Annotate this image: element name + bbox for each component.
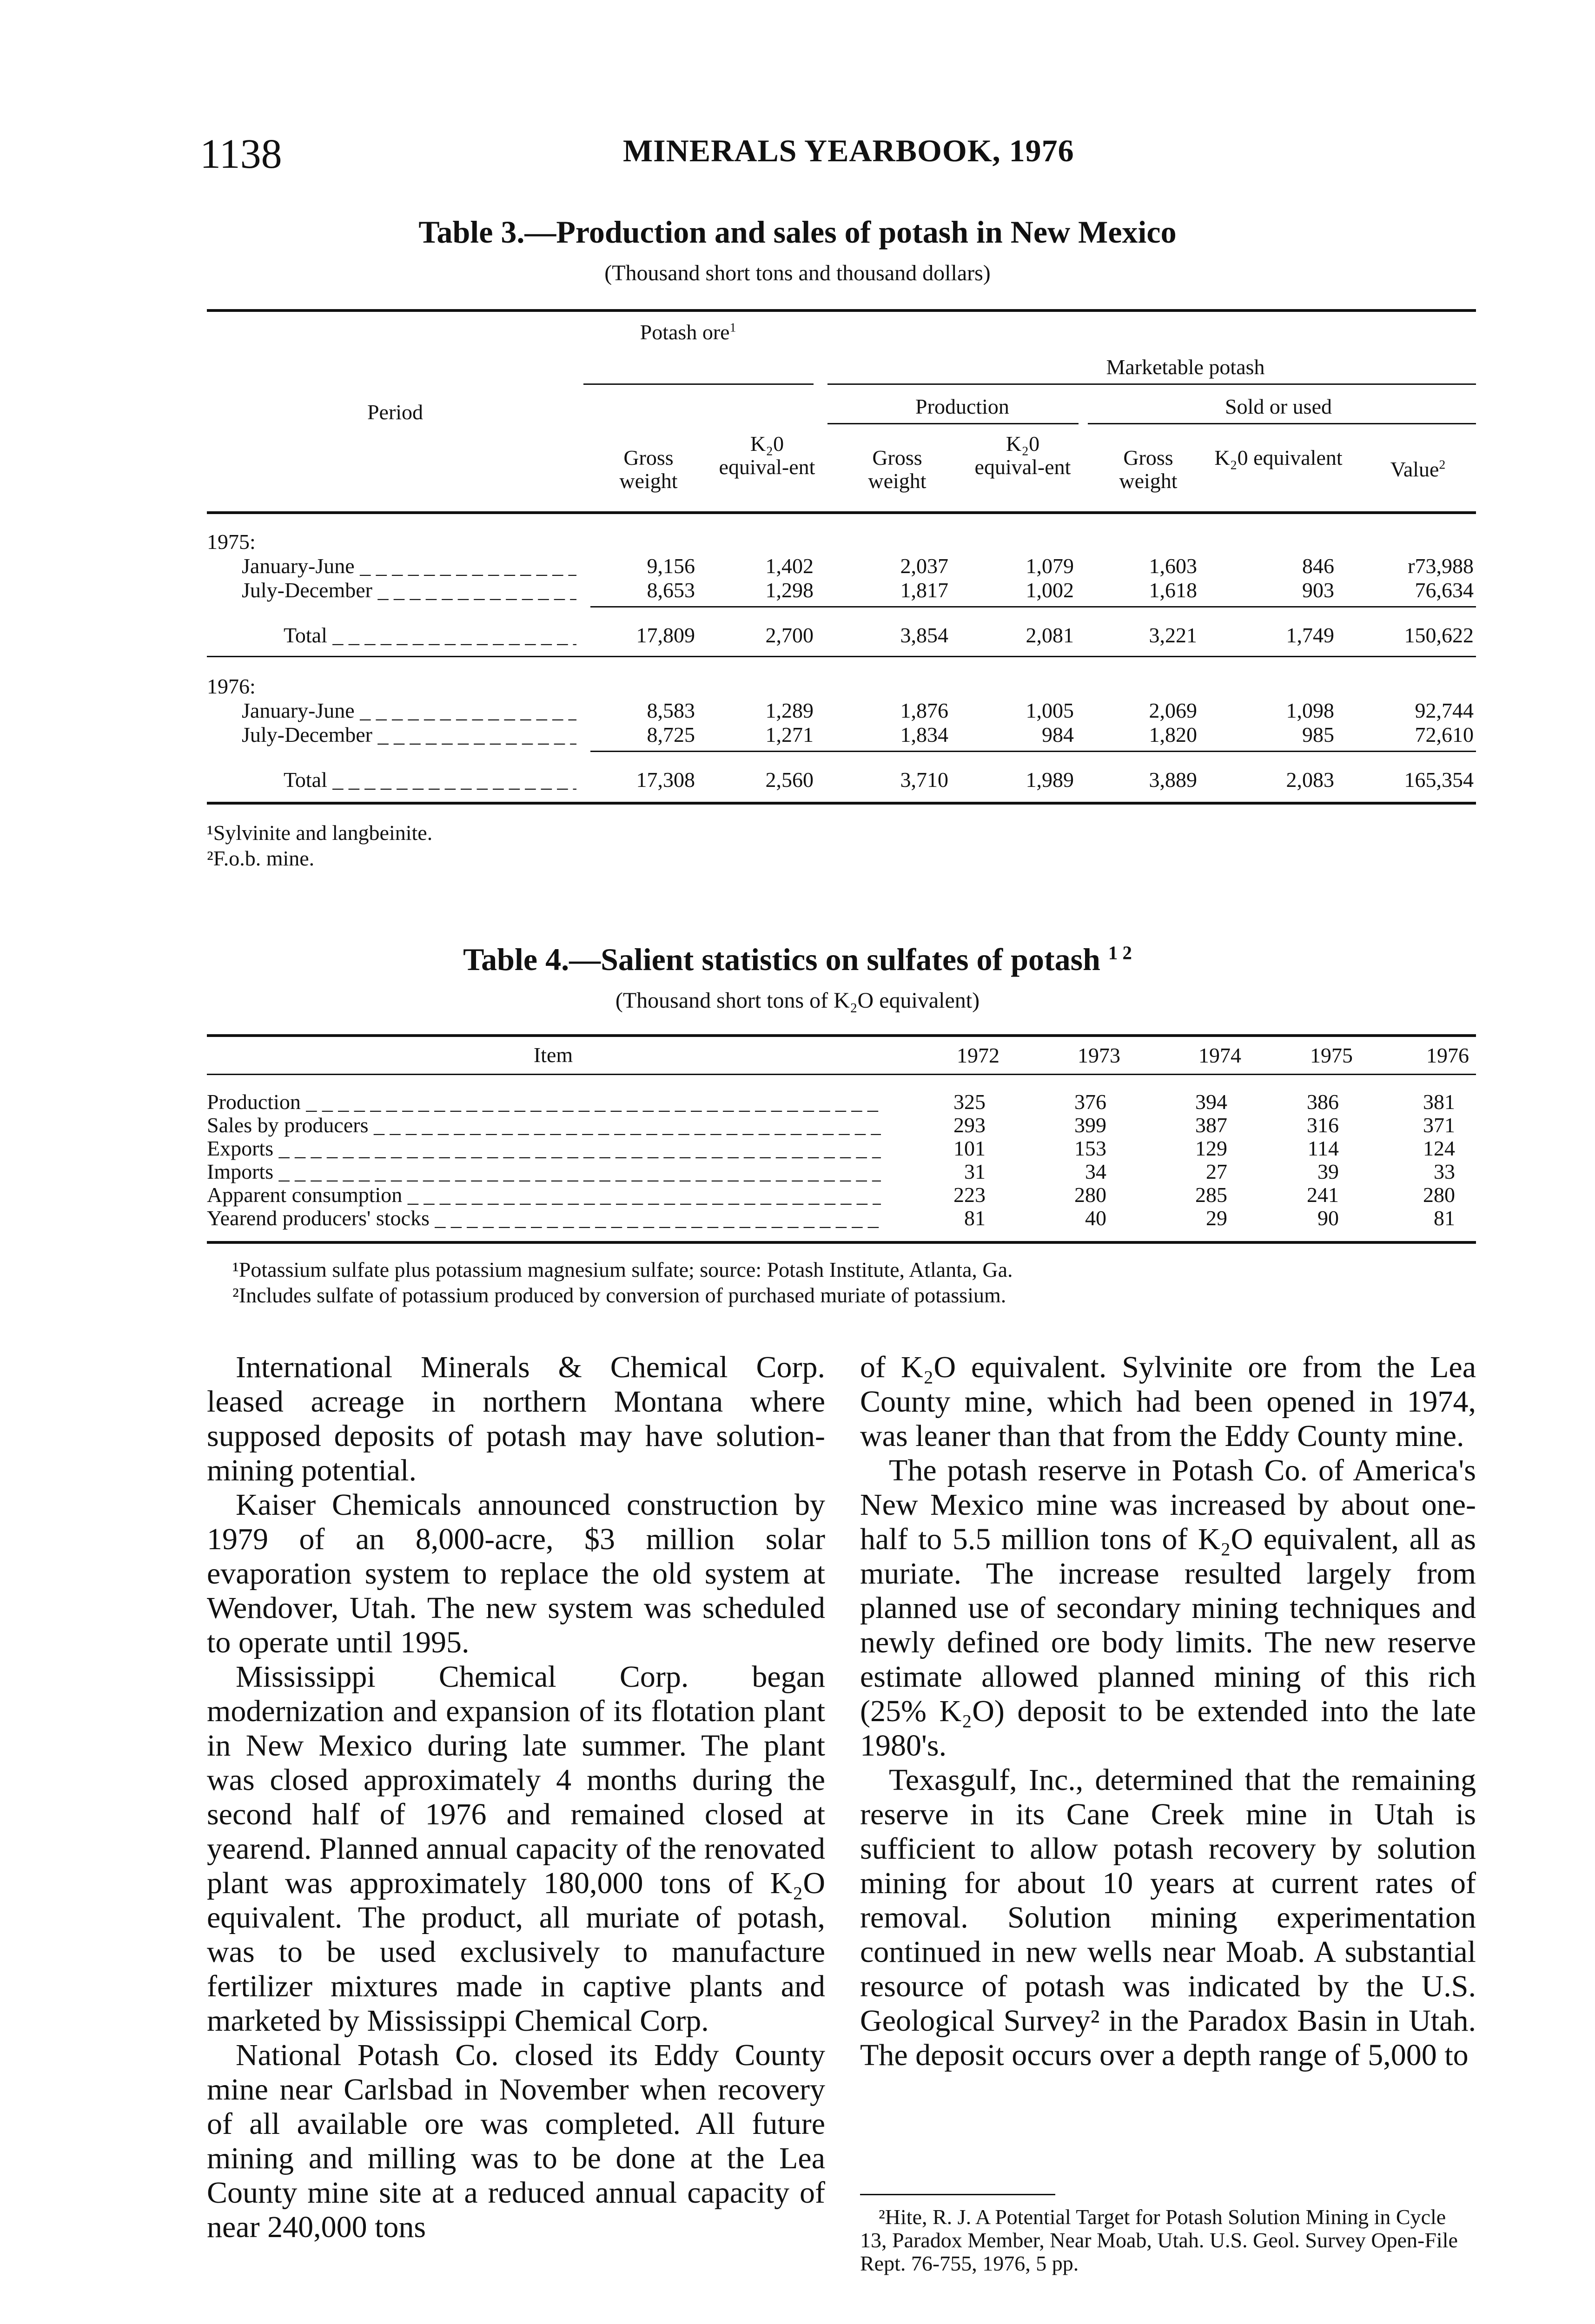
t3-row-label [242,723,576,747]
t4-cell: 293 [953,1113,986,1137]
t3-cell: 9,156 [647,554,695,578]
t3-cell: 985 [1302,723,1334,746]
t3-rule-ore [583,383,814,385]
t4-row-label-text: Sales by producers [207,1113,369,1137]
t3-total-cell: 17,308 [636,768,695,792]
t3-hdr-k2o-prod: K₂0 equival-ent [974,432,1071,479]
body-right-column [860,1350,1476,2073]
t3-total-cell: 2,083 [1286,768,1334,792]
t4-row-label [207,1113,881,1137]
t3-footnote-2: ²F.o.b. mine. [207,846,315,870]
t3-hdr-marketable: Marketable potash [1106,355,1265,379]
t4-cell: 40 [1085,1206,1106,1230]
t3-hdr-sold: Sold or used [1225,395,1332,418]
body-left-para-4: National Potash Co. closed its Eddy County mine near Carlsbad in November when recovery of all available ore was completed. All future mining and milling was to be done at the Lea County mine site at a reduced annual capacity of near 240,000 tons [207,2038,825,2244]
t4-cell: 241 [1307,1183,1339,1207]
t3-year-label: 1976: [207,674,256,698]
t4-row-label [207,1160,881,1184]
t3-total-cell: 165,354 [1404,768,1474,792]
t4-footnote-1: ¹Potassium sulfate plus potassium magnesium sulfate; source: Potash Institute, Atlanta, Ga. [232,1258,1013,1281]
t4-cell: 114 [1307,1136,1339,1160]
t3-hdr-value: Value$^2$ [1390,457,1446,481]
t3-total-cell: 1,989 [1026,768,1074,792]
t3-cell: 1,820 [1149,723,1197,746]
t4-row-label [207,1090,881,1114]
t4-cell: 31 [964,1160,986,1183]
t3-hdr-gross-ore: Gross weight [619,446,678,493]
t3-cell: 1,271 [765,723,814,746]
t4-cell: 371 [1423,1113,1455,1137]
t4-cell: 376 [1074,1090,1106,1114]
t3-total-label-text: Total [284,623,327,647]
t4-year-header: 1972 [957,1043,999,1067]
t3-cell: 8,725 [647,723,695,746]
body-right-para-1: of K₂O equivalent. Sylvinite ore from the Lea County mine, which had been opened in 1974, was leaner than that from the Eddy County mine. [860,1350,1476,1453]
t3-year-label: 1975: [207,530,256,554]
t4-cell: 325 [953,1090,986,1114]
t4-row-label-text: Apparent consumption [207,1183,403,1207]
t4-row-label-text: Yearend producers' stocks [207,1206,430,1230]
table3-title: Table 3.—Production and sales of potash in New Mexico [418,214,1177,250]
t3-cell: 8,583 [647,699,695,722]
t4-year-header: 1973 [1078,1043,1120,1067]
t4-year-header: 1975 [1310,1043,1353,1067]
t4-cell: 153 [1074,1136,1106,1160]
t3-hdr-period: Period [367,400,424,424]
t3-cell: 1,603 [1149,554,1197,578]
t4-cell: 129 [1195,1136,1227,1160]
body-left-para-1: International Minerals & Chemical Corp. leased acreage in northern Montana where supposed deposits of potash may have solution-mining potential. [207,1350,825,1487]
t4-hdr-item: Item [533,1043,573,1067]
t4-row-label [207,1206,881,1230]
t3-hdr-production: Production [915,395,1009,418]
table4-top-rule [207,1034,1476,1037]
t4-cell: 39 [1317,1160,1339,1183]
table4-subtitle: (Thousand short tons of K₂O equivalent) [615,988,980,1013]
body-left-column [207,1350,825,2245]
t3-group-rule [207,656,1476,657]
t3-rule-production [827,423,1079,424]
body-right-para-3: Texasgulf, Inc., determined that the remaining reserve in its Cane Creek mine in Utah is sufficient to allow potash recovery by solution mining for about 10 years at current rates of removal. Solution mining experimentation continued in new wells near Moab. A substantial resource of potash was indicated by the U.S. Geological Survey² in the Paradox Basin in Utah. The deposit occurs over a depth range of 5,000 to [860,1763,1476,2072]
t4-row-label [207,1183,881,1207]
t4-row-label-text: Exports [207,1136,274,1160]
t4-cell: 381 [1423,1090,1455,1114]
t3-hdr-k2o-ore: K₂0 equival-ent [719,432,815,479]
t3-cell: 1,834 [900,723,948,746]
t4-cell: 27 [1206,1160,1227,1183]
t3-row-label-text: January-June [242,699,355,722]
table4-bottom-rule [207,1241,1476,1244]
table4-header-rule [207,1074,1476,1075]
t3-row-label-text: July-December [242,723,372,746]
body-left-para-2: Kaiser Chemicals announced construction by 1979 of an 8,000-acre, $3 million solar evaporation system to replace the old system at Wendover, Utah. The new system was scheduled to operate until 1995. [207,1488,825,1659]
t3-total-cell: 2,081 [1026,623,1074,647]
t3-total-cell: 2,700 [765,623,814,647]
t3-subtotal-rule [590,751,1476,752]
table3-subtitle: (Thousand short tons and thousand dollars) [604,261,991,285]
body-footnote: ²Hite, R. J. A Potential Target for Potash Solution Mining in Cycle 13, Paradox Member, Near Moab, Utah. U.S. Geol. Survey Open-File Rept. 76-755, 1976, 5 pp. [860,2205,1458,2275]
t4-footnote-2: ²Includes sulfate of potassium produced by conversion of purchased muriate of potassium. [232,1283,1006,1307]
t4-cell: 81 [964,1206,986,1230]
t3-hdr-potash-ore: Potash ore$^1$ [640,320,736,344]
t4-cell: 124 [1423,1136,1455,1160]
t4-cell: 387 [1195,1113,1227,1137]
t3-total-cell: 3,710 [900,768,948,792]
t4-cell: 280 [1423,1183,1455,1207]
running-head: MINERALS YEARBOOK, 1976 [623,133,1074,168]
t3-cell: 92,744 [1415,699,1474,722]
t3-cell: 1,005 [1026,699,1074,722]
t3-cell: 1,817 [900,578,948,602]
t4-row-label-text: Production [207,1090,301,1114]
t3-cell: 76,634 [1415,578,1474,602]
table4-title: Table 4.—Salient statistics on sulfates of potash $^{1 2}$ [463,942,1132,977]
t3-total-cell: 150,622 [1404,623,1474,647]
t3-cell: 1,618 [1149,578,1197,602]
t3-row-label [242,699,576,723]
t3-total-label-text: Total [284,768,327,792]
t3-cell: 1,876 [900,699,948,722]
t4-cell: 394 [1195,1090,1227,1114]
t3-total-cell: 3,221 [1149,623,1197,647]
t3-cell: 1,002 [1026,578,1074,602]
t3-subtotal-rule [590,606,1476,607]
t4-cell: 33 [1434,1160,1455,1183]
t4-year-header: 1974 [1198,1043,1241,1067]
t4-cell: 280 [1074,1183,1106,1207]
t3-cell: r73,988 [1408,554,1474,578]
page-number: 1138 [200,131,282,177]
t3-rule-marketable [827,383,1476,385]
t3-hdr-k2o-sold: K₂0 equivalent [1214,446,1343,469]
table3-top-rule [207,309,1476,312]
t3-total-cell: 2,560 [765,768,814,792]
t3-cell: 2,069 [1149,699,1197,722]
t3-cell: 72,610 [1415,723,1474,746]
body-right-para-2: The potash reserve in Potash Co. of America's New Mexico mine was increased by about one-half to 5.5 million tons of K₂O equivalent, all as muriate. The increase resulted largely from planned use of secondary mining techniques and newly defined ore body limits. The new reserve estimate allowed planned mining of this rich (25% K₂O) deposit to be extended into the late 1980's. [860,1453,1476,1763]
t3-row-label [242,554,576,578]
t4-cell: 101 [953,1136,986,1160]
t4-cell: 223 [953,1183,986,1207]
t3-cell: 1,298 [765,578,814,602]
t3-cell: 1,098 [1286,699,1334,722]
t4-cell: 285 [1195,1183,1227,1207]
t3-hdr-gross-prod: Gross weight [868,446,927,493]
t4-row-label [207,1136,881,1161]
t3-total-cell: 17,809 [636,623,695,647]
t3-rule-sold [1088,423,1476,424]
t3-footnote-1: ¹Sylvinite and langbeinite. [207,821,433,845]
t3-cell: 984 [1042,723,1074,746]
t3-cell: 2,037 [900,554,948,578]
t4-row-label-text: Imports [207,1160,274,1183]
t4-cell: 386 [1307,1090,1339,1114]
t4-year-header: 1976 [1426,1043,1469,1067]
t3-cell: 1,402 [765,554,814,578]
t3-total-cell: 3,854 [900,623,948,647]
t3-cell: 1,289 [765,699,814,722]
t3-cell: 846 [1302,554,1334,578]
t4-cell: 29 [1206,1206,1227,1230]
t3-row-label [242,578,576,602]
t3-total-label [284,768,576,792]
t3-cell: 8,653 [647,578,695,602]
footnote-separator [860,2194,1055,2195]
t4-cell: 81 [1434,1206,1455,1230]
t3-hdr-gross-sold: Gross weight [1119,446,1178,493]
t4-cell: 316 [1307,1113,1339,1137]
t3-total-cell: 1,749 [1286,623,1334,647]
table3-header-rule [207,511,1476,514]
body-left-para-3: Mississippi Chemical Corp. began modernization and expansion of its flotation plant in New Mexico during late summer. The plant was closed approximately 4 months during the second half of 1976 and remained closed at yearend. Planned annual capacity of the renovated plant was approximately 180,000 tons of K₂O equivalent. The product, all muriate of potash, was to be used exclusively to manufacture fertilizer mixtures made in captive plants and marketed by Mississippi Chemical Corp. [207,1660,825,2038]
t3-total-cell: 3,889 [1149,768,1197,792]
t4-cell: 399 [1074,1113,1106,1137]
t3-cell: 1,079 [1026,554,1074,578]
t3-row-label-text: July-December [242,578,372,602]
t3-total-label [284,623,576,647]
table3-bottom-rule [207,802,1476,805]
t3-row-label-text: January-June [242,554,355,578]
t4-cell: 34 [1085,1160,1106,1183]
t4-cell: 90 [1317,1206,1339,1230]
t3-cell: 903 [1302,578,1334,602]
